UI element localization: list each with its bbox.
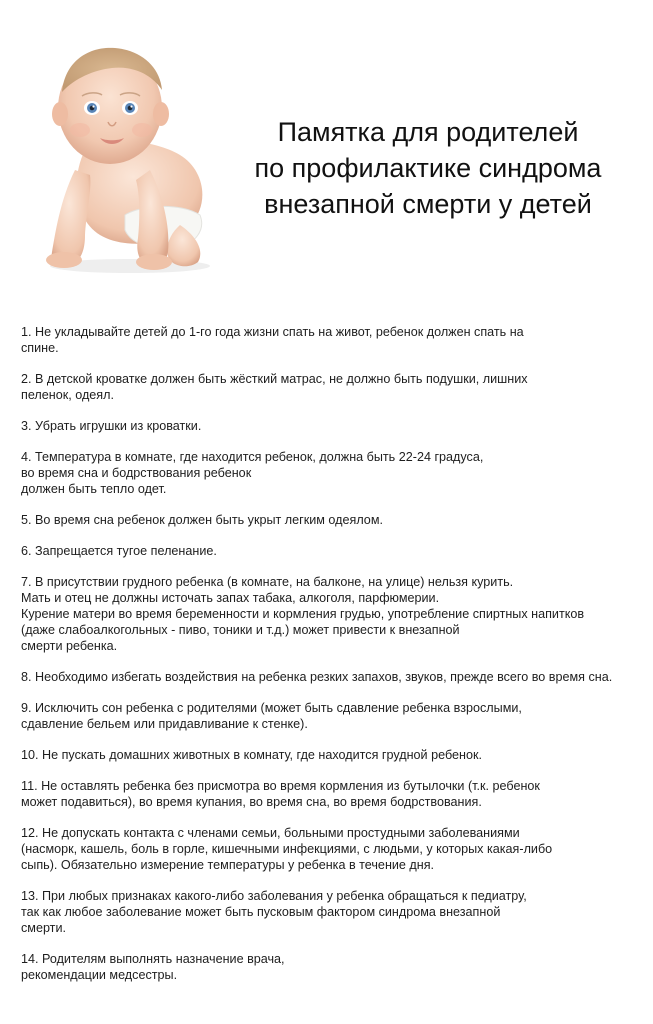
rule-item xyxy=(21,543,646,559)
rule-line: 3. Убрать игрушки из кроватки. xyxy=(21,419,202,433)
rules-list xyxy=(21,324,646,998)
rule-line: рекомендации медсестры. xyxy=(21,968,178,982)
rule-line: смерти. xyxy=(21,921,66,935)
rule-line: 7. В присутствии грудного ребенка (в комнате, на балконе, на улице) нельзя курить. xyxy=(21,575,514,589)
rule-line: во время сна и бодрствования ребенок xyxy=(21,466,252,480)
rule-line: так как любое заболевание может быть пусковым фактором синдрома внезапной xyxy=(21,905,501,919)
rule-line: 6. Запрещается тугое пеленание. xyxy=(21,544,217,558)
rule-line: 10. Не пускать домашних животных в комнату, где находится грудной ребенок. xyxy=(21,748,482,762)
rule-item xyxy=(21,371,646,403)
rule-line: Мать и отец не должны источать запах табака, алкоголя, парфюмерии. xyxy=(21,591,440,605)
baby-photo xyxy=(30,30,220,280)
rule-line: 8. Необходимо избегать воздействия на ребенка резких запахов, звуков, прежде всего во время сна. xyxy=(21,670,613,684)
baby-right-hand xyxy=(136,254,172,270)
rule-item xyxy=(21,700,646,732)
baby-left-hand xyxy=(46,252,82,268)
rule-item xyxy=(21,418,646,434)
rule-item xyxy=(21,825,646,873)
title-line: по профилактике синдрома xyxy=(254,153,602,183)
rule-line: пеленок, одеял. xyxy=(21,388,114,402)
rule-line: (насморк, кашель, боль в горле, кишечными инфекциями, с людьми, у которых какая-либо xyxy=(21,842,553,856)
rule-line: 12. Не допускать контакта с членами семьи, больными простудными заболеваниями xyxy=(21,826,520,840)
rule-item xyxy=(21,512,646,528)
baby-left-arm xyxy=(52,170,91,265)
rule-line: сыпь). Обязательно измерение температуры у ребенка в течение дня. xyxy=(21,858,435,872)
rule-line: может подавиться), во время купания, во время сна, во время бодрствования. xyxy=(21,795,482,809)
rule-line: 5. Во время сна ребенок должен быть укрыт легким одеялом. xyxy=(21,513,383,527)
rule-line: 13. При любых признаках какого-либо заболевания у ребенка обращаться к педиатру, xyxy=(21,889,527,903)
rule-line: 11. Не оставлять ребенка без присмотра во время кормления из бутылочки (т.к. ребенок xyxy=(21,779,540,793)
rule-item xyxy=(21,888,646,936)
rule-item xyxy=(21,449,646,497)
rule-line: 9. Исключить сон ребенка с родителями (может быть сдавление ребенка взрослыми, xyxy=(21,701,522,715)
rule-item xyxy=(21,574,646,654)
rule-item xyxy=(21,778,646,810)
rule-line: 14. Родителям выполнять назначение врача, xyxy=(21,952,285,966)
rule-line: 1. Не укладывайте детей до 1-го года жизни спать на живот, ребенок должен спать на xyxy=(21,325,524,339)
rule-line: спине. xyxy=(21,341,59,355)
rule-line: смерти ребенка. xyxy=(21,639,118,653)
title-line: Памятка для родителей xyxy=(277,117,579,147)
rule-line: должен быть тепло одет. xyxy=(21,482,167,496)
title-line: внезапной смерти у детей xyxy=(264,189,592,219)
rule-item xyxy=(21,324,646,356)
rule-line: Курение матери во время беременности и кормления грудью, употребление спиртных напитков xyxy=(21,607,585,621)
rule-line: 4. Температура в комнате, где находится ребенок, должна быть 22-24 градуса, xyxy=(21,450,484,464)
rule-line: (даже слабоалкогольных - пиво, тоники и т.д.) может привести к внезапной xyxy=(21,623,460,637)
rule-item xyxy=(21,669,646,685)
page-title xyxy=(228,114,628,222)
rule-item xyxy=(21,747,646,763)
rule-item xyxy=(21,951,646,983)
rule-line: 2. В детской кроватке должен быть жёсткий матрас, не должно быть подушки, лишних xyxy=(21,372,528,386)
rule-line: сдавление бельем или придавливание к стенке). xyxy=(21,717,308,731)
